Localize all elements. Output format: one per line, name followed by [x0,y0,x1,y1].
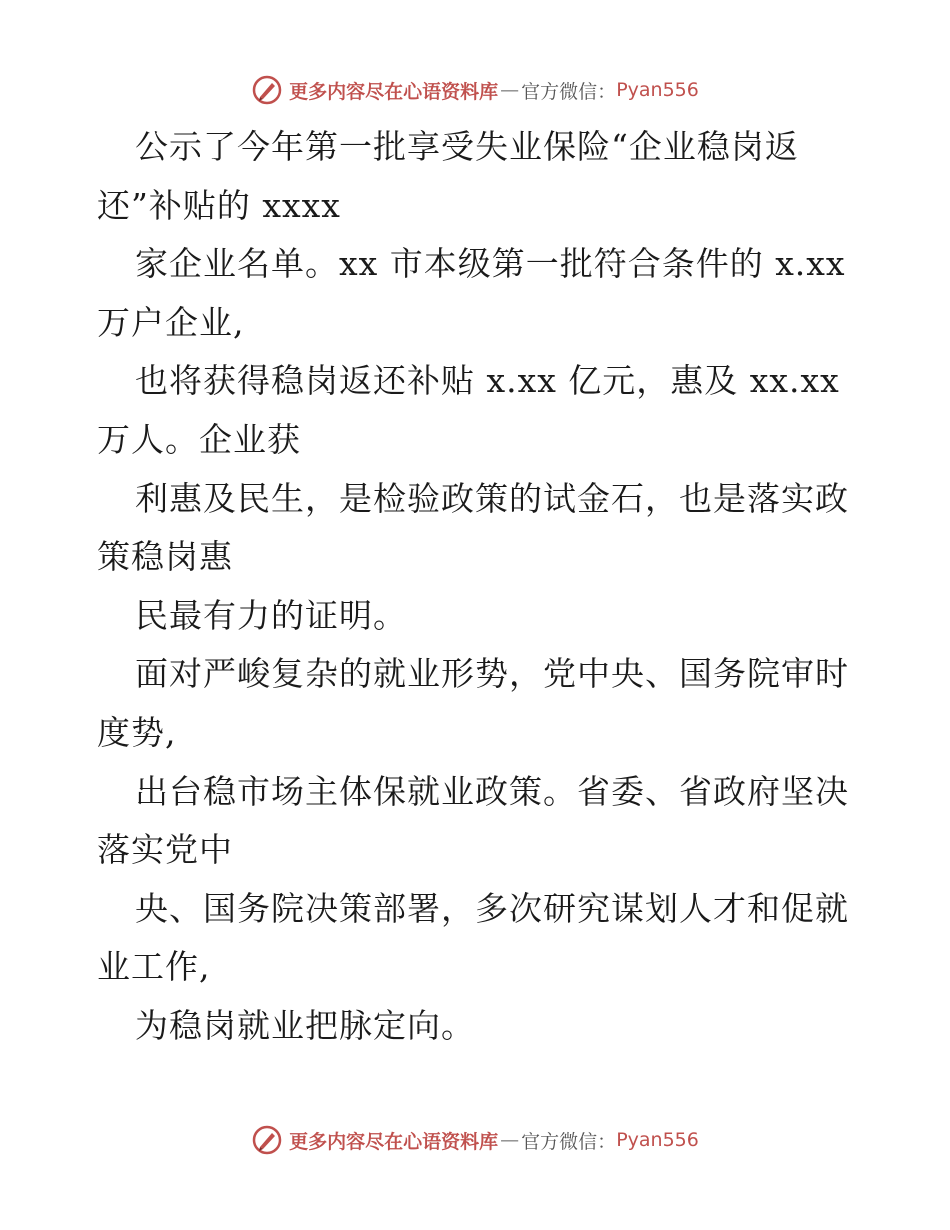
body-line: 度势, [97,712,177,752]
footer-banner [0,1120,950,1160]
document-body [97,118,857,1056]
body-line: 落实党中 [97,830,233,870]
banner-separator: — [500,79,520,101]
banner-brand: 更多内容尽在心语资料库 [289,80,499,103]
body-line: 公示了今年第一批享受失业保险“企业稳岗返 [135,127,799,166]
banner-separator: — [500,1129,520,1151]
pen-logo-icon [251,1124,283,1156]
body-line: 策稳岗惠 [97,537,233,577]
banner-wechat-id: Pyan556 [616,1129,699,1151]
body-line: 家企业名单。xx 市本级第一批符合条件的 x.xx [135,244,846,284]
body-line: 还”补贴的 xxxx [97,185,341,225]
banner-wechat-label: 官方微信： [521,1130,617,1153]
body-line: 万户企业, [97,302,245,342]
body-line: 面对严峻复杂的就业形势，党中央、国务院审时 [135,654,849,694]
body-line: 万人。企业获 [97,419,301,459]
banner-brand: 更多内容尽在心语资料库 [289,1130,499,1153]
banner-wechat-label: 官方微信： [521,80,617,103]
body-line: 为稳岗就业把脉定向。 [135,1005,475,1045]
body-line: 央、国务院决策部署，多次研究谋划人才和促就 [135,888,849,928]
body-line: 民最有力的证明。 [135,595,407,635]
body-line: 也将获得稳岗返还补贴 x.xx 亿元，惠及 xx.xx [135,361,840,401]
body-line: 利惠及民生，是检验政策的试金石，也是落实政 [135,478,849,518]
body-line: 出台稳市场主体保就业政策。省委、省政府坚决 [135,771,849,811]
body-line: 业工作, [97,947,211,987]
header-banner [0,70,950,110]
banner-wechat-id: Pyan556 [616,79,699,101]
pen-logo-icon [251,74,283,106]
